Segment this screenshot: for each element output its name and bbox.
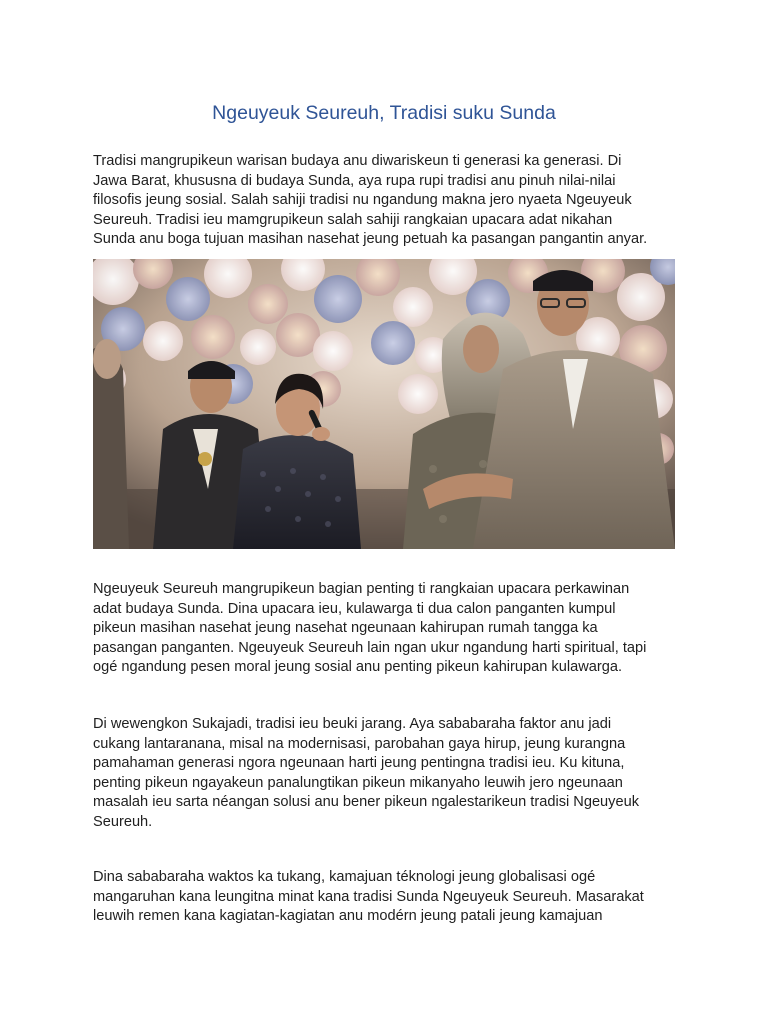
- paragraph-intro: Tradisi mangrupikeun warisan budaya anu diwariskeun ti generasi ka generasi. Di Jawa Barat, khususna di budaya Sunda, aya rupa rupi tradisi anu pinuh nilai-nilai filosofis jeung sosial. Salah sahiji tradisi nu ngandung makna jero nyaeta Ngeuyeuk Seureuh. Tradisi ieu mamgrupikeun salah sahiji rangkaian upacara adat nikahan Sunda anu boga tujuan masihan nasehat jeung petuah ka pasangan pangantin anyar.: [93, 153, 648, 247]
- ceremony-photo: [93, 259, 675, 549]
- paragraph-ceremony-description: Ngeuyeuk Seureuh mangrupikeun bagian penting ti rangkaian upacara perkawinan adat budaya Sunda. Dina upacara ieu, kulawarga ti dua calon panganten kumpul pikeun masihan nasehat jeung nasehat ngeunaan kahirupan rumah tangga ka pasangan panganten. Ngeuyeuk Seureuh lain ngan ukur ngandung harti spiritual, tapi ogé ngandung pesen moral jeung sosial anu penting pikeun kahirupan kulawarga.: [93, 581, 647, 675]
- paragraph-technology-globalization: Dina sababaraha waktos ka tukang, kamajuan téknologi jeung globalisasi ogé mangaruhan kana leungitna minat kana tradisi Sunda Ngeuyeuk Seureuh. Masarakat leuwih remen kana kagiatan-kagiatan anu modérn jeung patali jeung kamajuan: [93, 869, 644, 924]
- paragraph-sukajadi-decline: Di wewengkon Sukajadi, tradisi ieu beuki jarang. Aya sababaraha faktor anu jadi cukang lantaranana, misal na modernisasi, parobahan gaya hirup, jeung kurangna pamahaman generasi ngora ngeunaan harti jeung pentingna tradisi ieu. Ku kituna, penting pikeun ngayakeun panalungtikan pikeun mikanyaho leuwih jero ngeunaan masalah ieu sarta néangan solusi anu bener pikeun ngalestarikeun tradisi Ngeuyeuk Seureuh.: [93, 716, 639, 830]
- document-title: Ngeuyeuk Seureuh, Tradisi suku Sunda: [212, 102, 556, 124]
